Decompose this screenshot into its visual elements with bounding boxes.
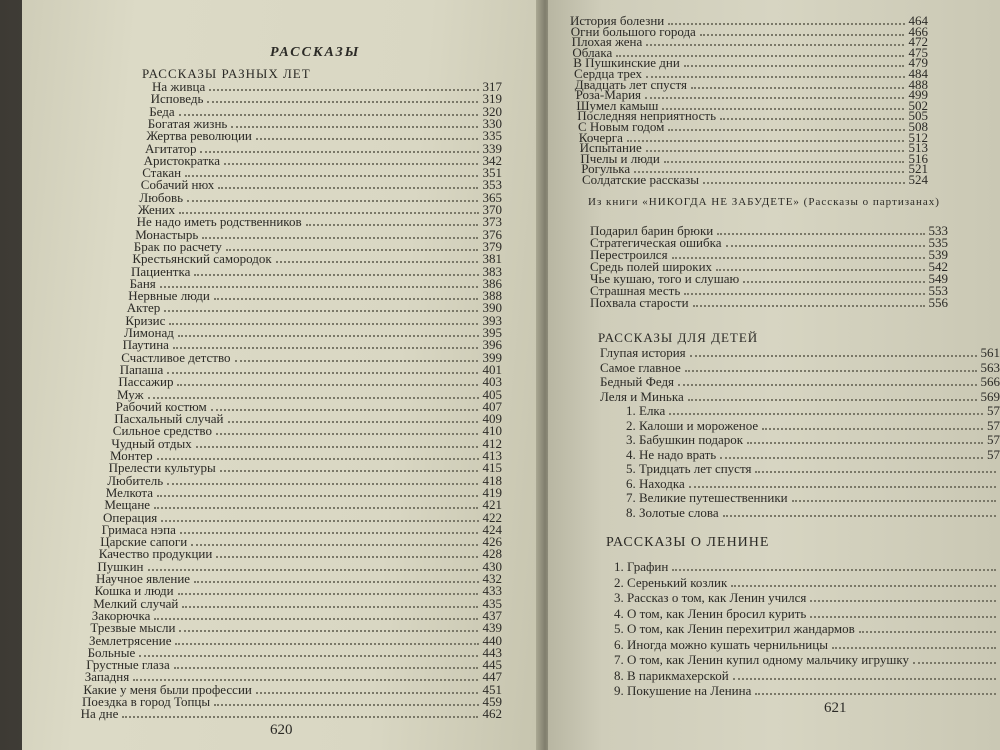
toc-entry-page: 549 [928,271,948,286]
toc-entry-page: 57 [987,403,1000,418]
toc-entry-page: 513 [908,140,928,156]
toc-entry-page: 462 [482,706,502,722]
toc-entry-page: 524 [908,172,928,187]
toc-entry [614,607,1000,621]
toc-entry-title: Пчелы и люди [580,150,660,166]
dot-leader [220,470,479,472]
dot-leader [832,647,996,649]
page-number: 621 [824,700,847,716]
dot-leader [256,692,479,694]
toc-entry [600,375,1000,389]
toc-entry-page: 479 [908,55,928,71]
dot-leader [211,409,479,411]
toc-entry-title: Западня [84,669,130,685]
toc-entry [614,638,1000,652]
toc-entry-title: 5. О том, как Ленин перехитрил жандармов [614,621,855,636]
toc-entry-page: 464 [908,13,928,28]
toc-entry-page: 422 [482,509,502,525]
right-page-content [548,0,1000,750]
dot-leader [179,630,478,632]
dot-leader [747,442,983,444]
dot-leader [810,616,996,618]
dot-leader [224,163,478,165]
toc-entry-title: Аристократка [143,152,221,168]
toc-entry-title: Поездка в город Топцы [82,694,211,709]
toc-entry-page: 556 [928,295,948,310]
toc-entry-title: Огни большого города [570,23,696,39]
dot-leader [182,606,478,608]
toc-entry-title: Агитатор [145,140,197,156]
toc-entry-title: Мелкота [105,484,154,500]
dot-leader [755,693,996,695]
toc-entry-title: Трезвые мысли [90,620,176,636]
toc-entry-page: 484 [908,66,928,81]
toc-entry-title: Рабочий костюм [115,398,207,414]
toc-entry-title: Испытание [579,140,642,156]
dot-leader [180,532,479,534]
toc-entry-page: 409 [482,411,502,427]
dot-leader [792,500,996,502]
dot-leader [688,399,977,401]
dot-leader [191,544,478,546]
toc-entry-page: 365 [482,189,502,205]
toc-entry [626,404,1000,418]
toc-entry-page: 521 [908,161,928,177]
toc-entry-page: 376 [482,226,502,242]
dot-leader [214,298,479,300]
toc-entry-title: Собачий нюх [140,177,215,193]
toc-entry-page: 379 [482,238,502,254]
dot-leader [859,631,996,633]
toc-entry-page: 390 [482,300,502,316]
toc-entry-page: 383 [482,263,502,279]
toc-entry-page: 561 [980,345,1000,360]
toc-entry-page: 516 [908,150,928,166]
toc-entry-page: 319 [482,91,502,107]
toc-entry-title: Крестьянский самородок [132,251,272,267]
toc-entry-page: 342 [482,152,502,168]
dot-leader [762,428,983,430]
toc-entry-title: Папаша [119,361,164,377]
dot-leader [154,618,478,620]
toc-entry-page: 499 [908,87,928,103]
dot-leader [689,486,996,488]
right-page [548,0,1000,750]
dot-leader [173,347,479,349]
toc-entry-page: 566 [980,374,1000,389]
toc-entry [600,390,1000,404]
toc-entry-page: 419 [482,484,502,500]
toc-entry-page: 403 [482,374,502,390]
toc-entry-page: 443 [482,644,502,660]
dot-leader [723,515,996,517]
toc-entry-page: 320 [482,103,502,119]
toc-entry [626,419,1000,433]
toc-entry-title: Мелкий случай [93,595,179,611]
toc-entry [614,560,1000,574]
toc-entry [626,448,1000,462]
toc-entry-page: 535 [928,235,948,250]
toc-entry-title: Шумел камыш [576,97,659,113]
toc-entry-title: Кочерга [578,129,623,145]
toc-entry-title: Больные [87,644,136,660]
toc-entry-page: 445 [482,657,502,673]
toc-entry-page: 542 [928,259,948,274]
dot-leader [726,245,925,247]
toc-entry-page: 508 [908,119,928,134]
toc-entry-page: 388 [482,288,502,304]
toc-entry-title: Монастырь [135,226,199,242]
toc-entry-title: Рогулька [581,161,631,177]
toc-entry-title: 9. Покушение на Ленина [614,683,752,698]
toc-entry [626,462,1000,476]
toc-entry-page: 415 [482,460,502,476]
toc-entry-title: Любитель [107,472,164,488]
dot-leader [720,457,983,459]
dot-leader [207,101,478,103]
dot-leader [174,667,479,669]
dot-leader [164,310,478,312]
toc-entry-title: 7. Великие путешественники [626,490,788,505]
dot-leader [276,261,479,263]
toc-entry [614,684,1000,698]
toc-entry-page: 533 [928,223,948,238]
toc-entry-page: 353 [482,177,502,193]
toc-entry-page: 317 [482,79,502,94]
toc-entry-page: 502 [908,97,928,113]
toc-entry-page: 386 [482,275,502,291]
toc-entry-title: Пасхальный случай [114,411,224,427]
toc-entry-page: 505 [908,108,928,124]
toc-entry-page: 381 [482,251,502,267]
toc-entry-page: 413 [482,448,502,463]
toc-entry [600,361,1000,375]
dot-leader [209,89,478,91]
toc-entry-title: Мещане [104,497,151,513]
toc-entry-page: 539 [928,247,948,262]
toc-entry-title: Паутина [122,337,169,353]
toc-entry-page: 447 [482,669,502,685]
toc-entry-title: Жертва революции [146,128,252,144]
dot-leader [672,569,996,571]
toc-entry-title: Глупая история [600,345,686,360]
toc-entry-title: Баня [129,275,156,291]
dot-leader [693,305,925,307]
dot-leader [185,175,478,177]
dot-leader [194,274,478,276]
toc-entry-title: Похвала старости [590,295,689,310]
toc-entry-page: 57 [987,417,1000,433]
toc-entry-page: 433 [482,583,502,599]
toc-entry-title: Беда [149,103,175,119]
dot-leader [167,372,478,374]
left-page [22,0,542,750]
toc-entry-title: Стратегическая ошибка [590,235,722,250]
dot-leader [669,413,983,415]
toc-entry-title: Кризис [125,312,166,328]
dot-leader [169,323,478,325]
dot-leader [214,704,478,706]
toc-entry-title: 6. Находка [626,475,685,491]
toc-entry [626,477,1000,491]
toc-entry [614,591,1000,605]
toc-entry-page: 430 [482,558,502,574]
toc-entry-title: Пушкин [97,558,144,574]
toc-entry-page: 435 [482,595,502,611]
toc-entry-title: История болезни [570,13,665,28]
toc-entry-title: Сердца трех [574,66,642,81]
toc-entry-title: Землетрясение [89,632,172,648]
toc-entry-page: 339 [482,140,502,156]
dot-leader [716,269,924,271]
dot-leader [178,593,479,595]
toc-entry-page: 488 [908,76,928,92]
toc-entry-title: Муж [117,386,144,402]
toc-entry-page: 57 [987,432,1000,447]
dot-leader [200,151,478,153]
toc-entry [614,669,1000,683]
dot-leader [684,293,924,295]
dot-leader [187,200,478,202]
toc-entry-title: 2. Серенький козлик [614,574,728,590]
toc-entry-page: 421 [482,497,502,513]
toc-entry-title: Брак по расчету [133,238,222,254]
toc-entry-title: Двадцать лет спустя [574,76,687,92]
toc-entry-title: Лимонад [124,325,174,340]
toc-entry-title: Стакан [142,165,182,181]
dot-leader [731,585,996,587]
toc-entry-page: 451 [482,681,502,697]
dot-leader [703,182,904,184]
page-number: 620 [270,722,293,738]
subsection-heading: РАССКАЗЫ РАЗНЫХ ЛЕТ [142,66,311,81]
toc-entry-title: 5. Тридцать лет спустя [626,461,752,476]
toc-entry-page: 466 [908,23,928,39]
toc-entry-title: В Пушкинские дни [573,55,680,71]
toc-entry-title: С Новым годом [578,119,665,134]
toc-entry-page: 512 [908,129,928,145]
toc-entry-page: 393 [482,312,502,328]
toc-entry-title: Чудный отдых [111,435,192,451]
toc-entry-title: Самое главное [600,359,681,375]
dot-leader [154,507,478,509]
toc-entry-title: 4. Не надо врать [626,446,717,462]
toc-entry-title: Средь полей широких [590,259,713,274]
toc-entry-page: 57 [987,446,1000,462]
toc-entry [600,346,1000,360]
toc-entry [614,622,1000,636]
dot-leader [194,581,478,583]
toc-entry-title: Актер [126,300,161,316]
dot-leader [913,662,996,664]
toc-entry-title: Гримаса нэпа [101,521,176,537]
toc-entry-title: 2. Калоши и мороженое [626,417,759,433]
toc-entry-title: Царские сапоги [100,534,188,550]
dot-leader [202,237,478,239]
dot-leader [161,520,478,522]
toc-entry-page: 351 [482,165,502,181]
dot-leader [256,138,479,140]
toc-entry-page: 335 [482,128,502,144]
lenin-heading: РАССКАЗЫ О ЛЕНИНЕ [606,535,770,550]
toc-entry [81,707,502,721]
toc-entry-title: Любовь [139,189,184,205]
toc-entry-title: Облака [572,44,613,60]
toc-entry-title: 1. Елка [626,403,666,418]
toc-entry-page: 410 [482,423,502,439]
toc-entry-title: Качество продукции [98,546,213,562]
toc-entry-title: Солдатские рассказы [582,172,700,187]
dot-leader [196,446,479,448]
toc-entry-title: 3. Рассказ о том, как Ленин учился [614,590,807,605]
toc-entry-title: На дне [80,706,119,722]
toc-entry [614,653,1000,667]
toc-entry-title: Богатая жизнь [147,115,228,131]
dot-leader [231,126,478,128]
dot-leader [810,600,996,602]
toc-entry [626,491,1000,505]
dot-leader [157,495,478,497]
toc-entry-page: 569 [980,388,1000,404]
toc-entry-title: 4. О том, как Ленин бросил курить [614,605,807,621]
toc-entry [626,506,1000,520]
toc-entry-title: 6. Иногда можно кушать чернильницы [614,636,828,652]
toc-entry-title: Страшная месть [590,283,681,298]
toc-entry-title: Жених [138,202,176,217]
toc-entry-page: 475 [908,44,928,60]
toc-entry-page: 396 [482,337,502,353]
toc-entry-page: 439 [482,620,502,636]
dot-leader [235,360,479,362]
dot-leader [306,224,479,226]
toc-entry-title: Какие у меня были профессии [83,681,252,697]
section-heading: РАССКАЗЫ [270,45,361,60]
toc-entry-title: 8. В парикмахерской [614,667,729,683]
toc-entry-title: Кошка и люди [94,583,174,599]
dot-leader [148,569,479,571]
toc-entry-title: Закорючка [91,607,151,623]
toc-entry-page: 459 [482,694,502,709]
toc-entry-title: Роза-Мария [575,87,641,103]
toc-entry-title: На живца [152,79,206,94]
toc-entry-title: Нервные люди [128,288,210,304]
toc-entry-page: 424 [482,521,502,537]
toc-entry-page: 437 [482,607,502,623]
toc-entry-title: Грустные глаза [86,657,170,673]
toc-entry-title: Плохая жена [571,34,643,50]
toc-entry-page: 399 [482,349,502,365]
dot-leader [685,370,977,372]
toc-entry-title: Сильное средство [112,423,212,439]
toc-entry-page: 401 [482,361,502,377]
toc-entry-page: 330 [482,115,502,131]
dot-leader [122,716,478,718]
dot-leader [678,384,976,386]
toc-entry-page: 418 [482,472,502,488]
toc-entry-page: 373 [482,214,502,230]
toc-entry-page: 428 [482,546,502,562]
dot-leader [175,643,478,645]
toc-entry-title: Прелести культуры [108,460,216,476]
toc-entry-title: 7. О том, как Ленин купил одному мальчику игрушку [614,652,909,667]
toc-entry-title: Чье кушаю, того и слушаю [590,271,740,286]
dot-leader [743,281,924,283]
dot-leader [216,433,479,435]
toc-entry-title: Перестроился [590,247,668,262]
dot-leader [690,355,977,357]
toc-entry-title: Пассажир [118,374,174,390]
dot-leader [218,187,478,189]
dot-leader [216,556,478,558]
toc-entry-page: 440 [482,632,502,648]
toc-entry-title: 1. Графин [614,559,669,574]
children-heading: РАССКАЗЫ ДЛЯ ДЕТЕЙ [598,330,759,345]
toc-entry-page: 432 [482,571,502,586]
dot-leader [733,678,996,680]
toc-entry [626,433,1000,447]
toc-entry-title: 3. Бабушкин подарок [626,432,744,447]
dot-leader [228,421,479,423]
toc-entry [582,173,928,187]
toc-entry-page: 472 [908,34,928,50]
dot-leader [755,471,996,473]
toc-entry-title: Исповедь [150,91,204,107]
toc-entry-title: Научное явление [96,571,191,586]
toc-entry-title: 8. Золотые слова [626,504,719,520]
toc-entry-page: 370 [482,202,502,217]
toc-entry-title: Монтер [110,448,153,463]
dot-leader [167,483,478,485]
toc-entry-title: Подарил барин брюки [590,223,714,238]
toc-entry-title: Последняя неприятность [577,108,716,124]
toc-entry-title: Бедный Федя [600,374,675,389]
toc-entry-page: 412 [482,435,502,451]
toc-entry [614,576,1000,590]
toc-entry-title: Не надо иметь родственников [136,214,302,230]
toc-entry [590,296,948,310]
toc-entry-page: 553 [928,283,948,298]
partisan-heading: Из книги «НИКОГДА НЕ ЗАБУДЕТЕ» (Рассказы о партизанах) [588,196,940,208]
toc-entry-title: Пациентка [131,263,191,279]
toc-entry-title: Операция [103,509,158,525]
toc-entry-page: 395 [482,325,502,340]
toc-entry-page: 407 [482,398,502,414]
toc-entry-title: Счастливое детство [121,349,231,365]
dot-leader [177,384,478,386]
toc-entry-page: 405 [482,386,502,402]
toc-entry-title: Леля и Минька [600,388,684,404]
dot-leader [178,335,479,337]
dot-leader [139,655,478,657]
dot-leader [717,233,924,235]
toc-entry-page: 563 [980,359,1000,375]
toc-entry-page: 426 [482,534,502,550]
